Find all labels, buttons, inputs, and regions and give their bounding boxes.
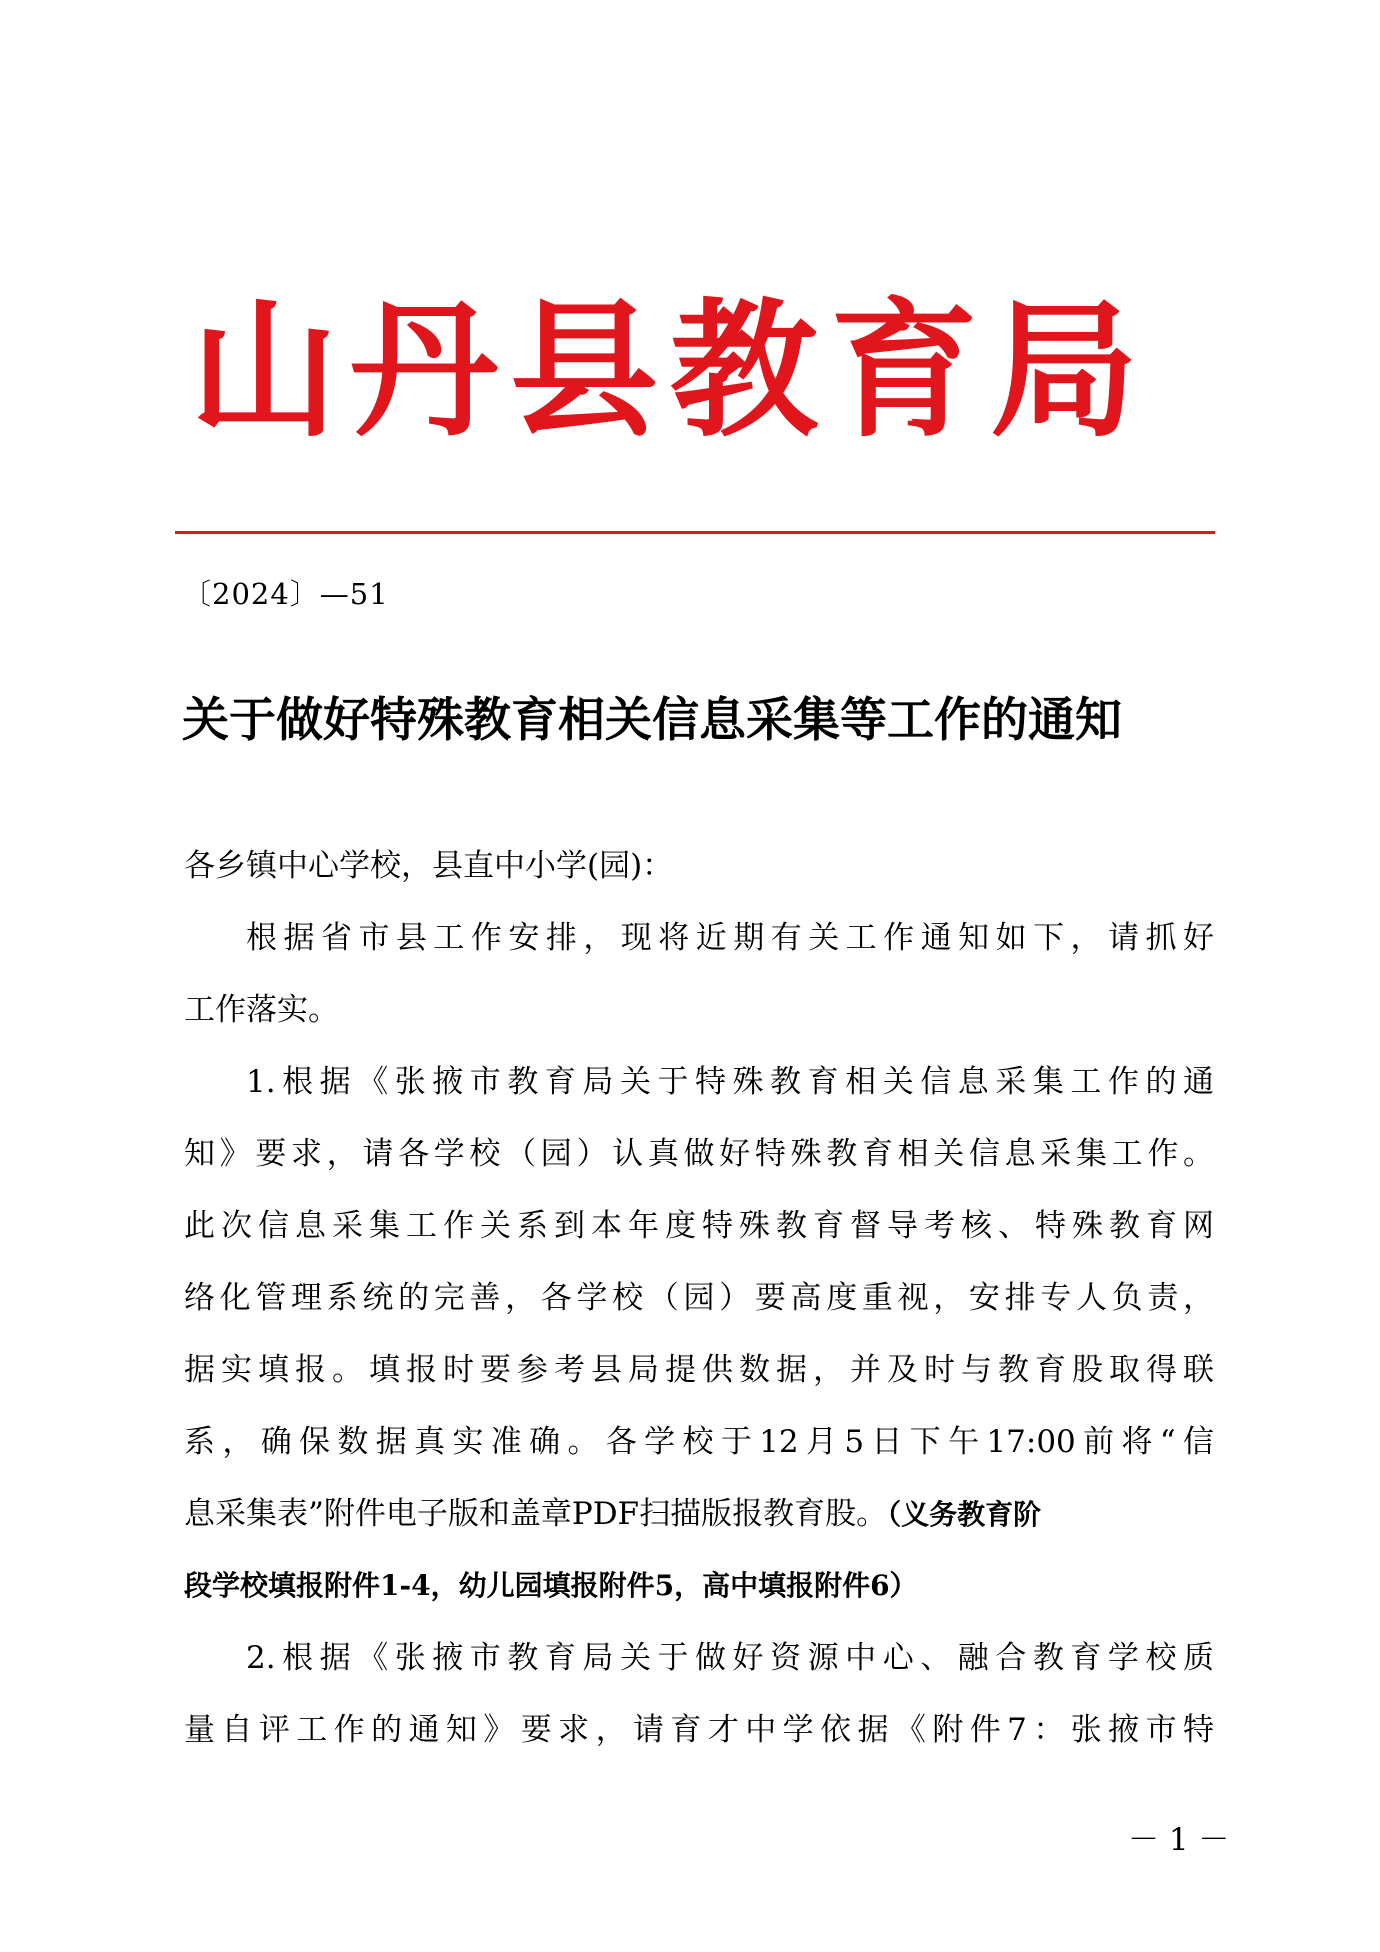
issuer-masthead: 山丹县教育局 bbox=[190, 283, 1150, 457]
intro-line-2: 工作落实。 bbox=[184, 992, 339, 1028]
document-number: 〔2024〕—51 bbox=[182, 577, 389, 611]
item1-line-5: 据实填报。填报时要参考县局提供数据，并及时与教育股取得联 bbox=[184, 1352, 1214, 1388]
item1-line-1: 1.根据《张掖市教育局关于特殊教育相关信息采集工作的通 bbox=[246, 1064, 1214, 1100]
item1-line-7-bold: （义务教育阶 bbox=[887, 1498, 1042, 1531]
item1-line-8-bold: 段学校填报附件1-4，幼儿园填报附件5，高中填报附件6） bbox=[184, 1569, 918, 1602]
red-divider-rule bbox=[175, 531, 1215, 534]
item1-line-7 bbox=[184, 1478, 1214, 1550]
item1-line-3: 此次信息采集工作关系到本年度特殊教育督导考核、特殊教育网 bbox=[184, 1208, 1214, 1244]
item1-line-4: 络化管理系统的完善，各学校（园）要高度重视，安排专人负责， bbox=[184, 1280, 1214, 1316]
page-number: － 1 － bbox=[1128, 1822, 1230, 1858]
item2-line-2: 量自评工作的通知》要求，请育才中学依据《附件7：张掖市特 bbox=[184, 1712, 1214, 1748]
item1-line-6: 系，确保数据真实准确。各学校于12月5日下午17:00前将“信 bbox=[184, 1424, 1214, 1460]
document-title: 关于做好特殊教育相关信息采集等工作的通知 bbox=[182, 693, 1122, 748]
salutation: 各乡镇中心学校，县直中小学(园)： bbox=[184, 848, 674, 884]
item1-line-7-regular: 息采集表”附件电子版和盖章PDF扫描版报教育股。 bbox=[184, 1496, 888, 1532]
item2-line-1: 2.根据《张掖市教育局关于做好资源中心、融合教育学校质 bbox=[246, 1640, 1214, 1676]
item1-line-2: 知》要求，请各学校（园）认真做好特殊教育相关信息采集工作。 bbox=[184, 1136, 1214, 1172]
intro-line-1: 根据省市县工作安排，现将近期有关工作通知如下，请抓好 bbox=[246, 920, 1214, 956]
document-body bbox=[184, 830, 1214, 1766]
